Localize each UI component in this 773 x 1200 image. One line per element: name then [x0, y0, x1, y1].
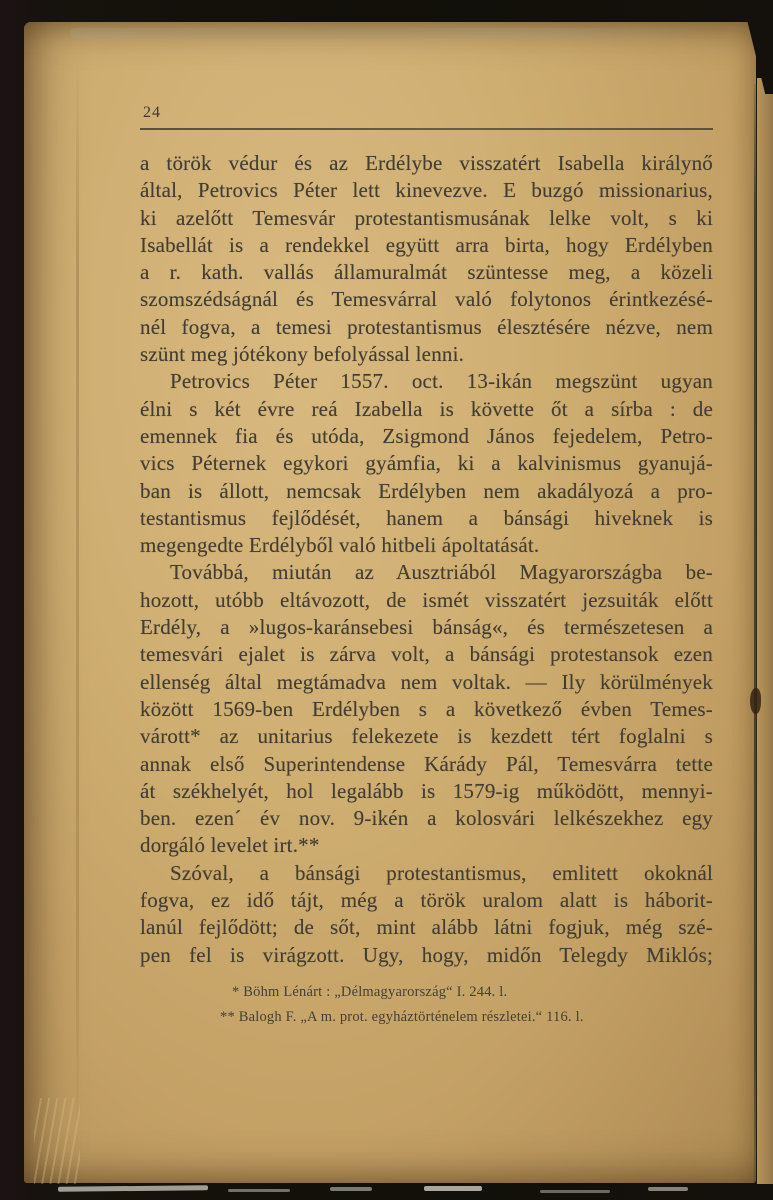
cover-scuff [58, 1185, 208, 1192]
page-fore-edge [757, 78, 773, 1184]
text-line: ban is állott, nemcsak Erdélyben nem akadályozá a pro- [140, 478, 713, 503]
text-line: megengedte Erdélyből való hitbeli ápoltatását. [140, 533, 540, 558]
footnotes [140, 980, 713, 1030]
text-line: emennek fia és utóda, Zsigmond János fejedelem, Petro- [140, 423, 713, 448]
text-line: Szóval, a bánsági protestantismus, emlitett okoknál [170, 860, 713, 885]
text-line: között 1569-ben Erdélyben s a következő évben Temes- [140, 696, 713, 721]
text-line: várott* az unitarius felekezete is kezdett tért foglalni s [140, 724, 713, 749]
text-line: szomszédságnál és Temesvárral való folytonos érintkezésé- [140, 287, 713, 312]
page-stack-edges [34, 1098, 80, 1184]
cover-scuff [424, 1186, 482, 1191]
text-line: a török védur és az Erdélybe visszatért Isabella királynő [140, 151, 713, 175]
cover-smudge [70, 28, 690, 39]
text-line: annak első Superintendense Kárády Pál, Temesvárra tette [140, 751, 713, 776]
cover-scuff [648, 1187, 688, 1191]
page-edge-line [754, 84, 757, 1184]
text-line: hozott, utóbb eltávozott, de ismét visszatért jezsuiták előtt [140, 587, 713, 612]
binding-crease [76, 60, 79, 1150]
text-line: ellenség által megtámadva nem voltak. — Ily körülmények [140, 669, 713, 694]
text-line: ben. ezen´ év nov. 9-ikén a kolosvári lelkészekhez egy [140, 806, 713, 831]
page-number: 24 [143, 104, 161, 121]
text-line: vics Péternek egykori gyámfia, ki a kalvinismus gyanujá- [140, 451, 713, 476]
footnote: ** Balogh F. „A m. prot. egyháztörténelem részletei.“ 116. l. [220, 1009, 584, 1025]
text-line: ki azelőtt Temesvár protestantismusának lelke volt, s ki [140, 205, 713, 230]
text-line: nél fogva, a temesi protestantismus élesztésére nézve, nem [140, 314, 713, 339]
text-line: a r. kath. vallás államuralmát szüntesse meg, a közeli [140, 260, 713, 285]
text-line: élni s két évre reá Izabella is követte őt a sírba : de [140, 396, 713, 421]
text-line: Isabellát is a rendekkel együtt arra birta, hogy Erdélyben [140, 232, 713, 257]
text-line: testantismus fejlődését, hanem a bánsági hiveknek is [140, 505, 713, 530]
cover-scuff [540, 1190, 610, 1193]
text-line: Továbbá, miután az Ausztriából Magyarországba be- [170, 560, 713, 585]
edge-blemish [750, 688, 761, 714]
cover-scuff [330, 1187, 372, 1191]
body-text [140, 150, 713, 969]
text-line: fogva, ez idő tájt, még a török uralom alatt is háborit- [140, 888, 713, 913]
text-line: által, Petrovics Péter lett kinevezve. E buzgó missionarius, [140, 178, 713, 203]
text-line: át székhelyét, hol legalább is 1579-ig működött, mennyi- [140, 778, 713, 803]
footnote: * Böhm Lénárt : „Délmagyarország“ I. 244. l. [232, 984, 508, 1000]
header-rule [140, 128, 713, 130]
text-line: Petrovics Péter 1557. oct. 13-ikán megszünt ugyan [170, 369, 713, 394]
text-line: pen fel is virágzott. Ugy, hogy, midőn Telegdy Miklós; [140, 942, 713, 967]
text-line: temesvári ejalet is zárva volt, a bánsági protestansok ezen [140, 642, 713, 667]
text-line: dorgáló levelet irt.** [140, 833, 320, 858]
text-line: Erdély, a »lugos-karánsebesi bánság«, és természetesen a [140, 615, 713, 640]
cover-scuff [228, 1189, 290, 1192]
text-line: lanúl fejlődött; de sőt, mint alább látni fogjuk, még szé- [140, 915, 713, 940]
text-line: szünt meg jótékony befolyással lenni. [140, 342, 465, 367]
